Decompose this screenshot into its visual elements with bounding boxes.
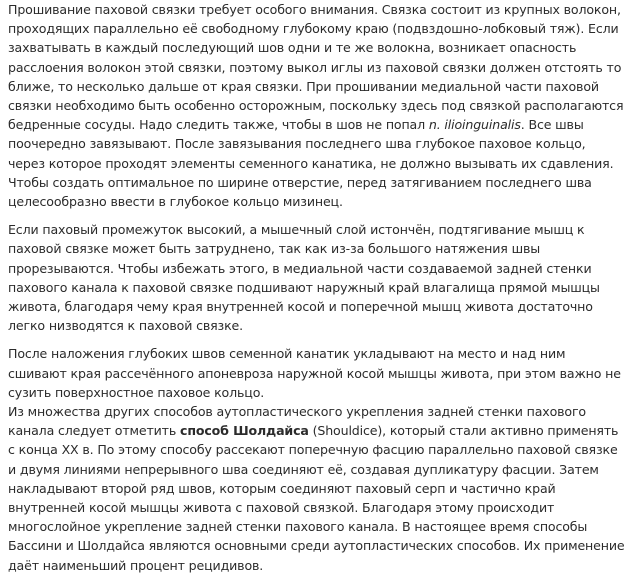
paragraph-shouldice-method: [8, 402, 625, 575]
paragraph-text: (Shouldice), который стали активно применять с конца XX в. По этому способу рассекают поперечную фасцию параллельно паховой связке и двумя линиями непрерывного шва соединяют её, создавая дупликатуру фасции. Затем накладывают второй ряд швов, которым соединяют паховый серп и частично край внутренней косой мышцы живота с паховой связкой. Благодаря этому происходит многослойное укрепление задней стенки пахового канала. В настоящее время способы Бассини и Шолдайса являются основными среди аутопластических способов. Их применение даёт наименьший процент рецидивов.: [8, 423, 625, 573]
paragraph-text: . Все швы поочередно завязывают. После завязывания последнего шва глубокое паховое кольцо, через которое проходят элементы семенного канатика, не должно вызывать их сдавления. Чтобы создать оптимальное по ширине отверстие, перед затягиванием последнего шва целесообразно ввести в глубокое кольцо мизинец.: [8, 117, 614, 210]
nerve-name-italic: n. ilioinguinalis: [428, 117, 521, 133]
paragraph-text: После наложения глубоких швов семенной канатик укладывают на место и над ним сшивают края рассечённого апоневроза наружной косой мышцы живота, при этом важно не сузить поверхностное паховое кольцо.: [8, 346, 621, 400]
paragraph-text: Прошивание паховой связки требует особого внимания. Связка состоит из крупных волокон, проходящих параллельно её свободному глубокому краю (подвздошно-лобковый тяж). Если захватывать в каждый последующий шов одни и те же волокна, возникает опасность расслоения волокон этой связки, поэтому выкол иглы из паховой связки должен отстоять то ближе, то несколько дальше от края связки. При прошивании медиальной части паховой связки необходимо быть особенно осторожным, поскольку здесь под связкой располагаются бедренные сосуды. Надо следить также, чтобы в шов не попал: [8, 2, 624, 133]
paragraph-text: Из множества других способов аутопластического укрепления задней стенки пахового канала следует отметить: [8, 404, 586, 439]
paragraph-high-inguinal-gap: [8, 220, 625, 335]
paragraph-text: Если паховый промежуток высокий, а мышечный слой истончён, подтягивание мышц к паховой связке может быть затруднено, так как из-за большого натяжения швы прорезываются. Чтобы избежать этого, в медиальной части создаваемой задней стенки пахового канала к паховой связке подшивают наружный край влагалища прямой мышцы живота, благодаря чему края внутренней косой и поперечной мышц живота достаточно легко низводятся к паховой связке.: [8, 222, 600, 334]
paragraph-spermatic-cord-placement: [8, 344, 625, 402]
paragraph-inguinal-ligament-suturing: [8, 0, 625, 211]
method-name-bold: способ Шолдайса: [180, 423, 309, 439]
